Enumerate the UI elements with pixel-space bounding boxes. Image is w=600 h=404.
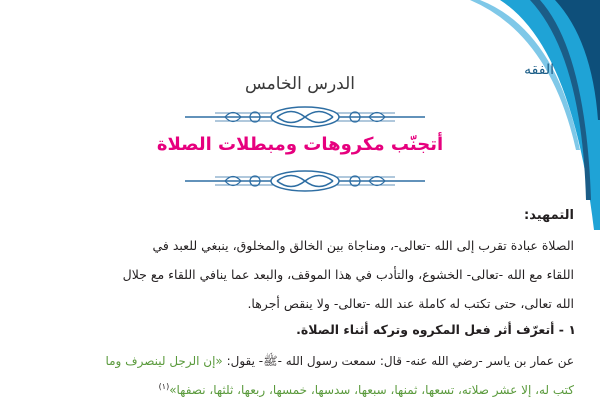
footnote-marker: (١) [158,382,170,391]
ornament-divider-top [185,104,425,130]
intro-line: الله تعالى، حتى تكتب له كاملة عند الله -تعالى- ولا ينقص أجرها. [247,296,574,311]
hadith-paragraph [22,348,574,403]
intro-paragraph [22,231,574,318]
ornament-divider-bottom [185,168,425,194]
lesson-title: أتجنّب مكروهات ومبطلات الصلاة [156,134,444,155]
intro-line: اللقاء مع الله -تعالى- الخشوع، والتأدب في هذا الموقف، والبعد عما ينافي اللقاء مع جلال [122,267,574,282]
lesson-number: الدرس الخامس [244,74,356,94]
hadith-narration: عن عمار بن ياسر -رضي الله عنه- قال: سمعت رسول الله -ﷺ- يقول: [222,354,574,368]
corner-swoosh-decoration [460,0,600,230]
intro-line: الصلاة عبادة تقرب إلى الله -تعالى-، ومناجاة بين الخالق والمخلوق، ينبغي للعبد في [152,238,574,253]
objective-heading: ١ - أتعرّف أثر فعل المكروه وتركه أثناء الصلاة. [296,322,576,337]
subject-label: الفقه [524,62,554,78]
hadith-quote-start: «إن الرجل لينصرف وما [105,354,223,368]
hadith-quote-end: كتب له، إلا عشر صلاته، تسعها، ثمنها، سبعها، سدسها، خمسها، ربعها، ثلثها، نصفها» [169,383,574,397]
intro-heading: التمهيد: [524,208,574,223]
